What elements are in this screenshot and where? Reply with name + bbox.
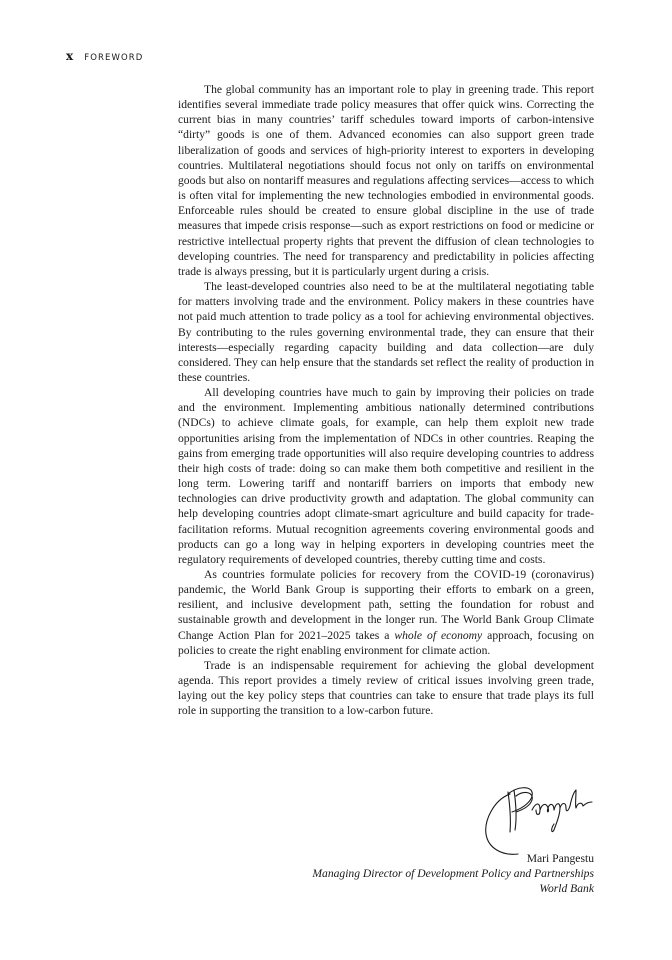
running-head: FOREWORD: [84, 53, 144, 63]
page-number: x: [66, 49, 74, 63]
signatory-name: Mari Pangestu: [526, 852, 594, 865]
paragraph: The least-developed countries also need to be at the multilateral negotiating table for matters involving trade and the environment. Policy makers in these countries have not paid much attention to trade policy as a tool for achieving environmental objectives. By contributing to the rules governing environmental trade, they can ensure that their interests—especially regarding capacity building and data collection—are duly considered. They can help ensure that the standards set reflect the reality of production in these countries.: [178, 280, 594, 384]
page-header: [66, 45, 143, 64]
paragraph-text: As countries formulate policies for recovery from the COVID-19 (coronavirus) pandemic, the World Bank Group is supporting their efforts to embark on a green, resilient, and inclusive development path, setting the foundation for robust and sustainable growth and development in the longer run. The World Bank Group Climate Change Action Plan for 2021–2025 takes a: [178, 568, 594, 642]
emphasis-text: whole of economy: [394, 628, 483, 642]
foreword-body: [178, 82, 594, 719]
paragraph-text: approach, focusing on policies to create the right enabling environment for climate action.: [178, 628, 594, 657]
paragraph: Trade is an indispensable requirement for achieving the global development agenda. This report provides a timely review of critical issues involving green trade, laying out the key policy steps that countries can take to ensure that trade plays its full role in supporting the transition to a low-carbon future.: [178, 658, 594, 718]
paragraph: [178, 567, 594, 658]
signatory-organization: World Bank: [539, 882, 594, 895]
paragraph: The global community has an important role to play in greening trade. This report identifies several immediate trade policy measures that offer quick wins. Correcting the current bias in many countries’ tariff schedules toward imports of carbon-intensive “dirty” goods is one of them. Advanced economies can also support green trade liberalization of goods and services of high-priority interest to exporters in developing countries. Multilateral negotiations should focus not only on tariffs on environmental goods but also on nontariff measures and regulations affecting services—access to which is often vital for implementing the new technologies embodied in environmental goods. Enforceable rules should be created to ensure global discipline in the use of trade measures that impede crisis response—such as export restrictions on food or medicine or restrictive intellectual property rights that prevent the diffusion of clean technologies to developing countries. The need for transparency and predictability in policies affecting trade is always pressing, but it is particularly urgent during a crisis.: [178, 83, 594, 278]
paragraph: All developing countries have much to gain by improving their policies on trade and the environment. Implementing ambitious nationally determined contributions (NDCs) to achieve climate goals, for example, can help them exploit new trade opportunities arising from the implementation of NDCs in other countries. Reaping the gains from emerging trade opportunities will also require developing countries to address their high costs of trade: doing so can make them both competitive and resilient in the long term. Lowering tariff and nontariff barriers on imports that embody new technologies can drive productivity growth and adaptation. The global community can help developing countries adopt climate-smart agriculture and build capacity for trade-facilitation reforms. Mutual recognition agreements covering environmental goods and products can go a long way in helping exporters in developing countries meet the regulatory requirements of developed countries, thereby cutting time and costs.: [178, 386, 594, 566]
signoff: [312, 851, 594, 896]
signatory-title: Managing Director of Development Policy and Partnerships: [312, 867, 594, 880]
